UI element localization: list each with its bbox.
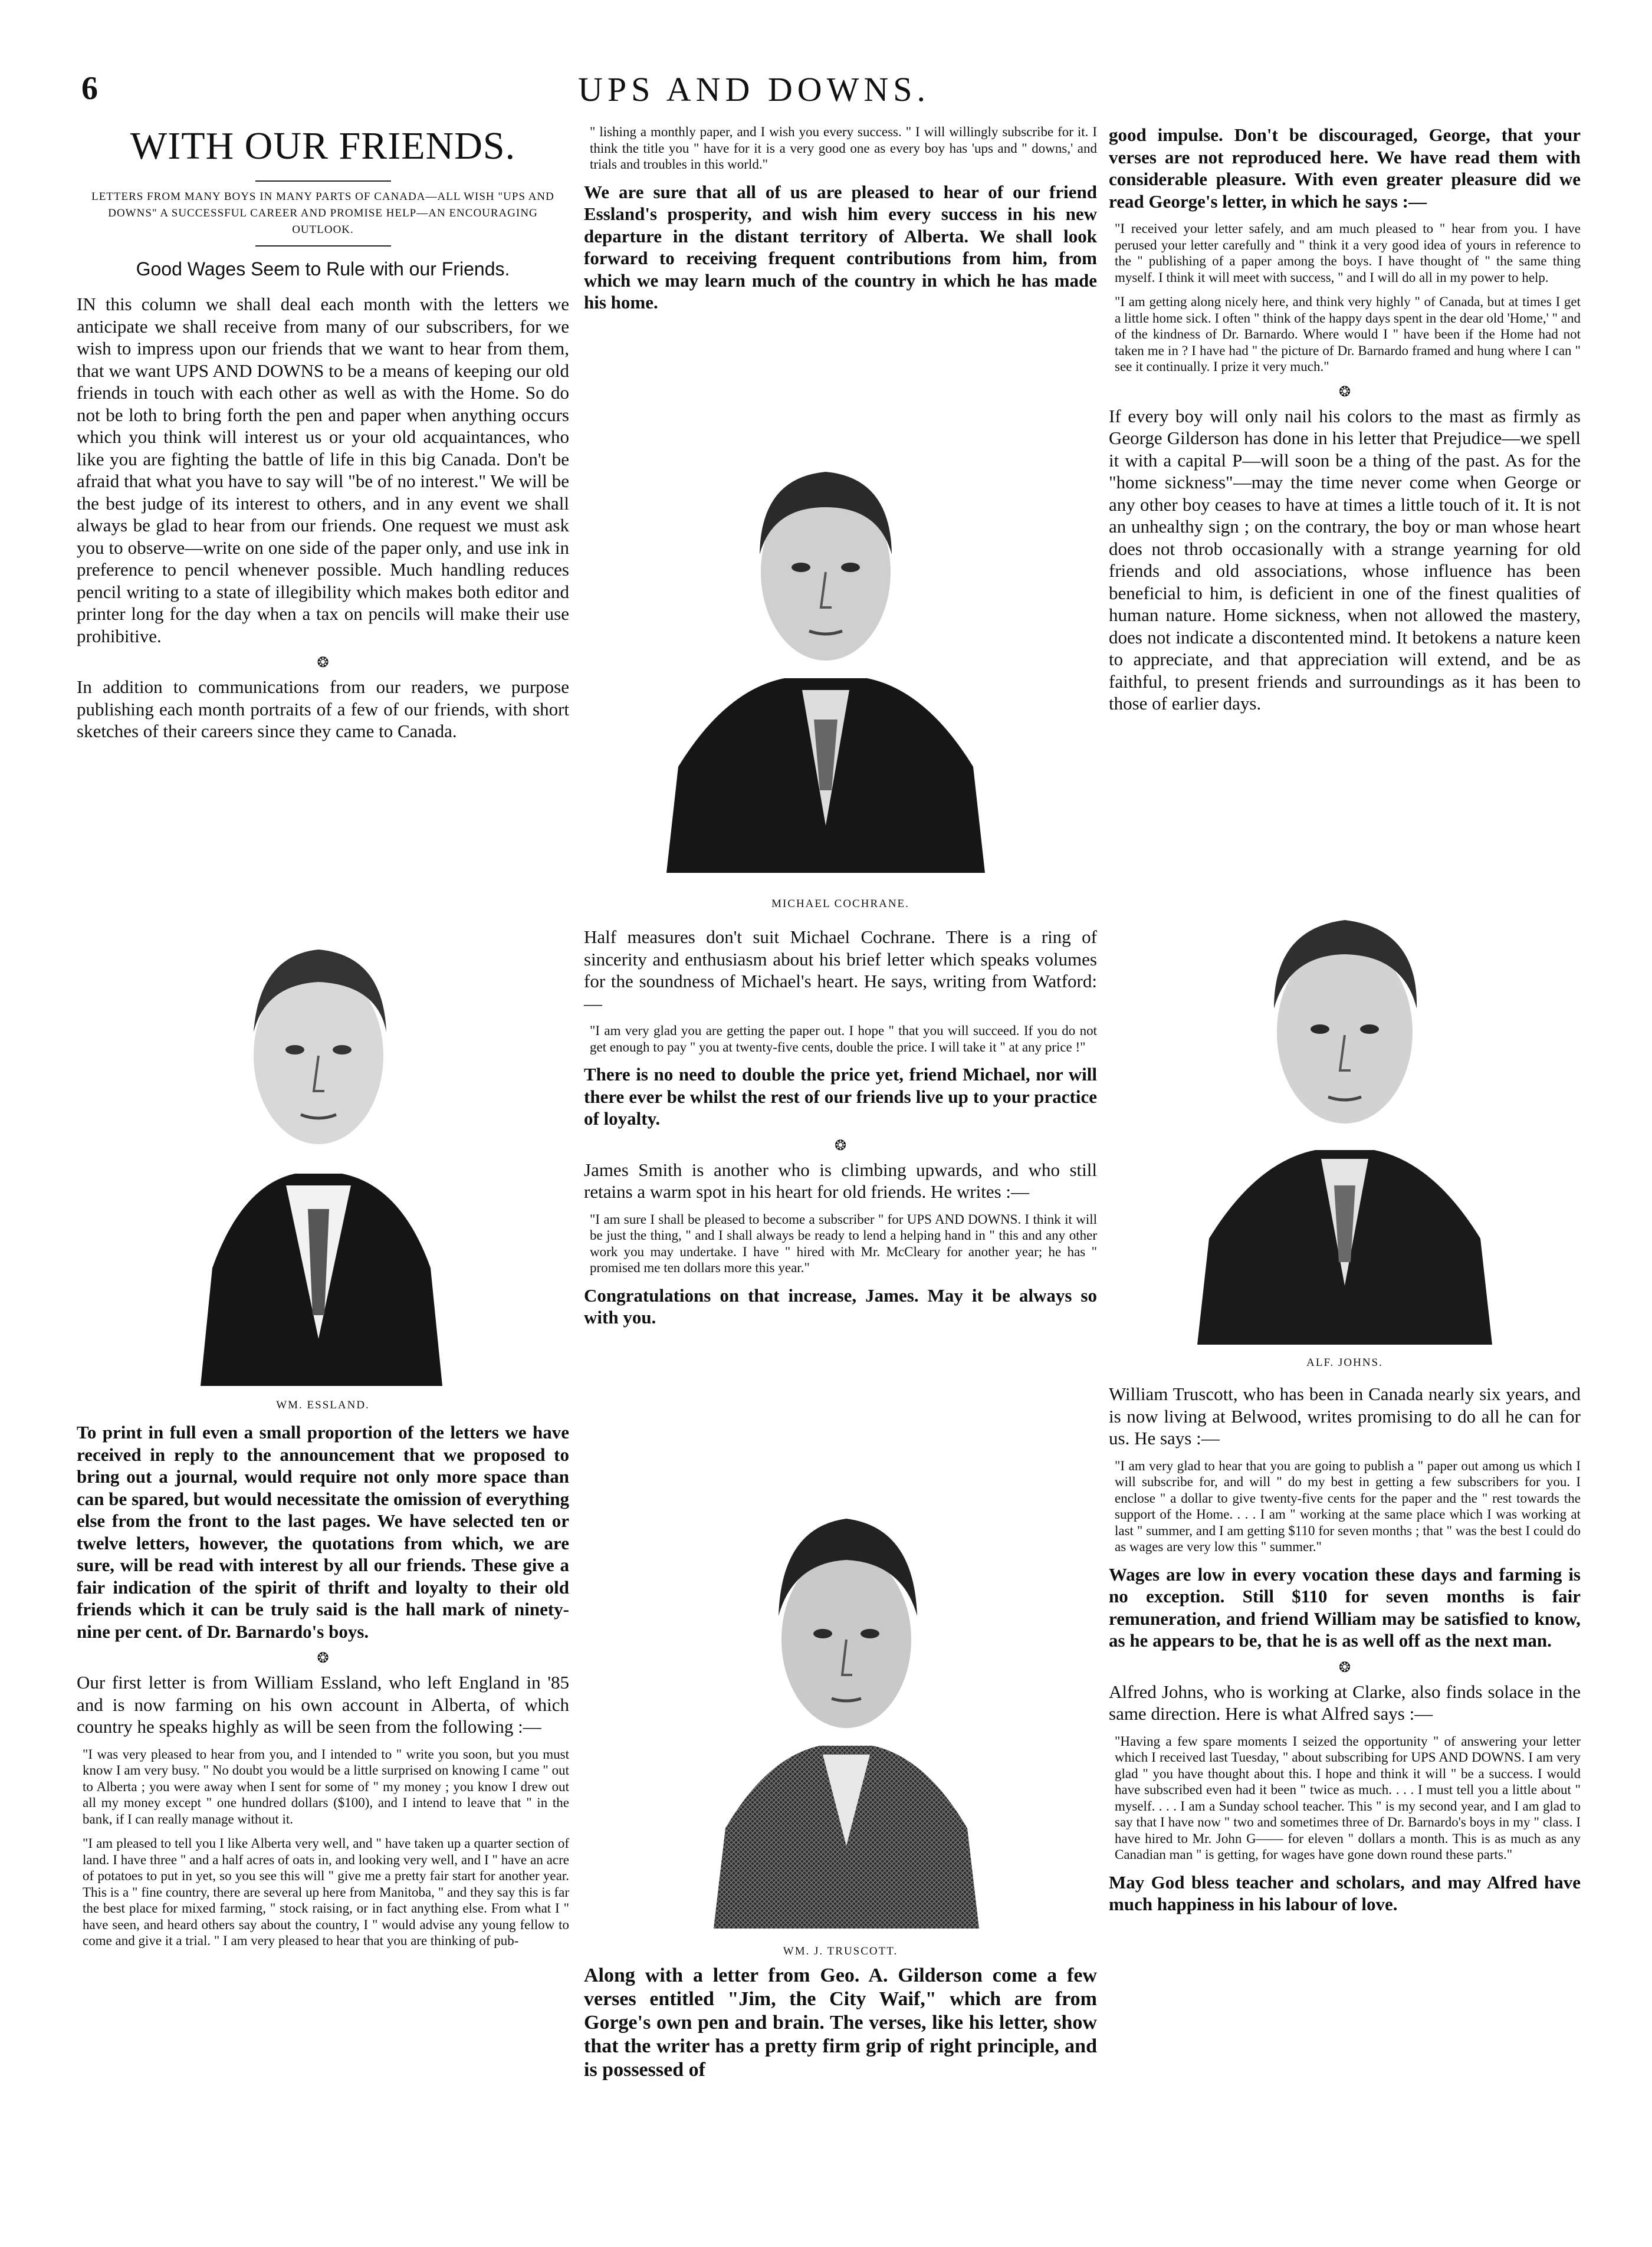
selection-paragraph: To print in full even a small proportion of the letters we have received in reply to the announcement that we proposed to bring out a journal, would require not only more space than can be spared, but would necessitate the omission of everything else from the front to the last pages. We have selected ten or twelve letters, however, the quotations from which, we are sure, will be read with interest by all our friends. These give a fair indication of the spirit of thrift and loyalty to their old friends which it can be truly said is the hall mark of ninety-nine per cent. of Dr. Barnardo's boys.	[77, 1422, 569, 1642]
smith-quote: "I am sure I shall be pleased to become a subscriber " for UPS AND DOWNS. I think it will be just the thing, " and I shall always be ready to lend a helping hand in " this and any other work you may undertake. I have " hired with Mr. McCleary for another year; he has " promised me ten dollars more this year."	[590, 1211, 1097, 1275]
ornament: ❂	[1338, 1660, 1351, 1676]
truscott-response: Wages are low in every vocation these days and farming is no exception. Still $110 for seven months is fair remuneration, and friend William may be satisfied to know, as he appears to be, that he is as well off as the next man.	[1109, 1563, 1581, 1651]
truscott-quote: "I am very glad to hear that you are going to publish a " paper out among us which I will subscribe for, and will " do my best in getting a few subscribers for you. I enclose " a dollar to give twenty-five cents for the paper and the " rest towards the support of the Home. . . . I am " working at the same place which I was working at last " summer, and I am getting $110 for seven months ; that " was the best I could do as wages are very low this " summer."	[1115, 1458, 1581, 1554]
portrait-essland	[177, 855, 460, 1386]
column-2	[584, 124, 1097, 314]
ornament: ❂	[834, 1138, 847, 1154]
portrait-johns	[1185, 861, 1504, 1345]
portrait-cochrane	[655, 413, 997, 873]
johns-quote: "Having a few spare moments I seized the opportunity " of answering your letter which I received last Tuesday, " about subscribing for UPS AND DOWNS. I am very glad " you have thought about this. I hope and think it will " be a success. I would have subscribed even had it been " twice as much. . . . I must tell you a little about " myself. . . . I am a Sunday school teacher. This " is my second year, and I am glad to say that I have now " two and sometimes three of Dr. Barnardo's boys in my " class. I have hired to Mr. John G—— for eleven " dollars a month. This is as much as any Canadian man " is getting, for wages have gone down round these parts."	[1115, 1733, 1581, 1862]
column-1	[77, 124, 569, 743]
intro-paragraph: IN this column we shall deal each month with the letters we anticipate we shall receive from many of our subscribers, for we wish to impress upon our friends that we want to hear from them, that we want UPS AND DOWNS to be a means of keeping our old friends in touch with each other as well as with the Home. So do not be loth to bring forth the pen and paper when anything occurs which you think will interest us or your old acquaintances, who like you are fighting the battle of life in this big Canada. Don't be afraid that what you have to say will "be of no interest." We will be the best judge of its interest to others, and in any event we shall always be glad to hear from our friends. One request we must ask you to observe—write on one side of the paper only, and use ink in preference to pencil whenever possible. Much handling reduces pencil writing to a state of illegibility which makes both editor and printer long for the day when a tax on pencils will make their use prohibitive.	[77, 294, 569, 646]
johns-intro: Alfred Johns, who is working at Clarke, also finds solace in the same direction. Here is what Alfred says :—	[1109, 1681, 1581, 1724]
johns-response: May God bless teacher and scholars, and may Alfred have much happiness in his labour of love.	[1109, 1871, 1581, 1914]
column-1-lower	[77, 1421, 569, 1957]
essland-quote-1: "I was very pleased to hear from you, and I intended to " write you soon, but you must know I am very busy. " No doubt you would be a little surprised on knowing I came " out to Alberta ; you were away when I sent for some of " my money ; you know I drew out all my money except " one hundred dollars ($100), and I intend to leave that " in the bank, if I can really manage without it.	[83, 1746, 569, 1826]
cochrane-intro: Half measures don't suit Michael Cochrane. There is a ring of sincerity and enthusiasm about his brief letter which speaks volumes for the soundness of Michael's heart. He says, writing from Watford:—	[584, 927, 1097, 1014]
cochrane-response: There is no need to double the price yet, friend Michael, nor will there ever be whilst the rest of our friends live up to your practice of loyalty.	[584, 1064, 1097, 1129]
ornament: ❂	[1338, 384, 1351, 400]
home-sickness-paragraph: If every boy will only nail his colors to the mast as firmly as George Gilderson has done in his letter that Prejudice—we spell it with a capital P—will soon be a thing of the past. As for the "home sickness"—may the time never come when George or any other boy ceases to have at times a little touch of it. It is not an unhealthy sign ; on the contrary, the boy or man whose heart does not throb occasionally with a strange yearning for old friends and old associations, whose influence has been beneficial to him, is deficient in one of the finest qualities of human nature. Home sickness, when not allowed the mastery, does not indicate a discontented mind. It betokens a nature keen to appreciate, and that appreciation will extend, and be as faithful, to present friends and surroundings as it has been to those of earlier days.	[1109, 405, 1581, 714]
essland-intro: Our first letter is from William Essland, who left England in '85 and is now farming on his own account in Alberta, of which country he speaks highly as will be seen from the following :—	[77, 1672, 569, 1737]
article-title: WITH OUR FRIENDS.	[130, 124, 516, 167]
ornament: ❂	[317, 1651, 329, 1666]
masthead: UPS AND DOWNS.	[578, 70, 931, 109]
portraits-paragraph: In addition to communications from our readers, we purpose publishing each month portraits of a few of our friends, with short sketches of their careers since they came to Canada.	[77, 676, 569, 741]
caption-truscott: WM. J. TRUSCOTT.	[783, 1945, 898, 1957]
portrait-truscott	[708, 1463, 985, 1929]
caption-johns: ALF. JOHNS.	[1306, 1356, 1383, 1369]
column-2-lower	[584, 1964, 1097, 2082]
subtitle-rule	[255, 245, 391, 247]
cochrane-quote: "I am very glad you are getting the paper out. I hope " that you will succeed. If you do not get enough to pay " you at twenty-five cents, double the price. I will take it " at any price !"	[590, 1023, 1097, 1054]
column-2-middle	[584, 926, 1097, 1329]
smith-intro: James Smith is another who is climbing upwards, and who still retains a warm spot in his heart for old friends. He writes :—	[584, 1159, 1097, 1202]
essland-quote-cont: " lishing a monthly paper, and I wish you every success. " I will willingly subscribe for it. I think the title you " have for it is a very good one as every boy has 'ups and " downs,' and trials and troubles in this world."	[590, 124, 1097, 172]
ornament: ❂	[317, 655, 329, 671]
gilderson-quote-1: "I received your letter safely, and am much pleased to " hear from you. I have perused your letter carefully and " think it a very good idea of yours in reference to the " publishing of a paper among the boys. I have thought of " the same thing myself. I think it will meet with success, " and I will do all in my power to help.	[1115, 221, 1581, 285]
section-heading: Good Wages Seem to Rule with our Friends.	[136, 258, 510, 280]
caption-cochrane: MICHAEL COCHRANE.	[771, 898, 909, 910]
smith-response: Congratulations on that increase, James. May it be always so with you.	[584, 1285, 1097, 1328]
essland-response: We are sure that all of us are pleased to hear of our friend Essland's prosperity, and wish him every success in his new departure in the distant territory of Alberta. We shall look forward to receiving frequent contributions from him, from which we may learn much of the country in which he has made his home.	[584, 181, 1097, 313]
truscott-intro: William Truscott, who has been in Canada nearly six years, and is now living at Belwood, writes promising to do all he can for us. He says :—	[1109, 1384, 1581, 1448]
column-3	[1109, 124, 1581, 715]
gilderson-intro: Along with a letter from Geo. A. Gilderson come a few verses entitled "Jim, the City Waif," which are from Gorge's own pen and brain. The verses, like his letter, show that the writer has a pretty firm grip of right principle, and is possessed of	[584, 1965, 1097, 2081]
caption-essland: WM. ESSLAND.	[276, 1399, 370, 1411]
page-number: 6	[81, 70, 98, 107]
article-subtitle: LETTERS FROM MANY BOYS IN MANY PARTS OF CANADA—ALL WISH "UPS AND DOWNS" A SUCCESSFUL CAREER AND PROMISE HELP—AN ENCOURAGING OUTLOOK.	[91, 190, 554, 236]
title-rule	[255, 180, 391, 182]
essland-quote-2: "I am pleased to tell you I like Alberta very well, and " have taken up a quarter section of land. I have three " and a half acres of oats in, and looking very well, and I " have an acre of potatoes to put in yet, so you see this will " give me a pretty fair start for another year. This is a " fine country, there are several up here from Manitoba, " and they say this is far the best place for mixed farming, " stock raising, or in fact anything else. From what I " have seen, and heard others say about the country, I " would advise any young fellow to come and give it a trial. " I am very pleased to hear that you are thinking of pub-	[83, 1836, 569, 1948]
gilderson-quote-2: "I am getting along nicely here, and think very highly " of Canada, but at times I get a little home sick. I often " think of the happy days spent in the dear old 'Home,' " and of the kindness of Dr. Barnardo. Where would I " have been if the Home had not taken me in ? I have had " the picture of Dr. Barnardo framed and hung where I can " see it continually. I prize it very much."	[1115, 294, 1581, 374]
column-3-lower	[1109, 1383, 1581, 1916]
gilderson-response: good impulse. Don't be discouraged, George, that your verses are not reproduced here. We have read them with considerable pleasure. With even greater pleasure did we read George's letter, in which he says :—	[1109, 124, 1581, 212]
